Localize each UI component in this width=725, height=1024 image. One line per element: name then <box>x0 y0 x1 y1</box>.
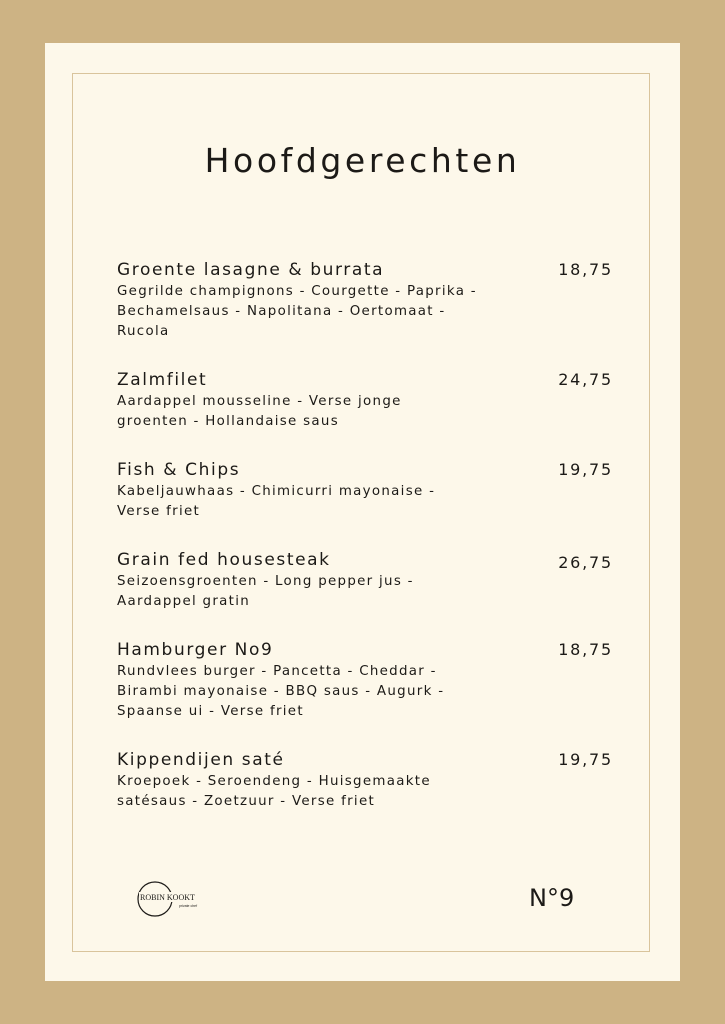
menu-item <box>117 748 617 812</box>
menu-item-name: Kippendijen saté <box>117 750 285 770</box>
menu-item-price: 18,75 <box>558 260 613 279</box>
menu-item <box>117 548 617 612</box>
logo-text: ROBIN KOOKT <box>140 893 195 902</box>
menu-item-description: Gegrilde champignons - Courgette - Paprika - Bechamelsaus - Napolitana - Oertomaat - Rucola <box>117 284 477 339</box>
menu-item-name: Fish & Chips <box>117 460 241 480</box>
menu-item-description: Kroepoek - Seroendeng - Huisgemaakte satésaus - Zoetzuur - Verse friet <box>117 774 431 809</box>
menu-item-price: 19,75 <box>558 460 613 479</box>
robin-kookt-logo <box>135 879 207 919</box>
page-title: Hoofdgerechten <box>204 141 521 180</box>
menu-item-name: Hamburger No9 <box>117 640 274 660</box>
menu-item-description: Kabeljauwhaas - Chimicurri mayonaise - Verse friet <box>117 484 436 519</box>
menu-item-description: Seizoensgroenten - Long pepper jus - Aardappel gratin <box>117 574 414 609</box>
menu-item <box>117 458 617 522</box>
menu-item-description: Aardappel mousseline - Verse jonge groenten - Hollandaise saus <box>117 394 402 429</box>
menu-item <box>117 258 617 342</box>
menu-sheet <box>45 43 680 981</box>
menu-item-description: Rundvlees burger - Pancetta - Cheddar - Birambi mayonaise - BBQ saus - Augurk - Spaanse ui - Verse friet <box>117 664 445 719</box>
menu-item-price: 26,75 <box>558 553 613 572</box>
menu-item-price: 24,75 <box>558 370 613 389</box>
logo-subtext: private chef <box>179 904 198 908</box>
brand-mark-no9: N°9 <box>529 884 575 912</box>
menu-list <box>117 258 617 812</box>
menu-item-name: Groente lasagne & burrata <box>117 260 385 280</box>
menu-item-price: 18,75 <box>558 640 613 659</box>
menu-item <box>117 368 617 432</box>
menu-item <box>117 638 617 722</box>
menu-item-name: Grain fed housesteak <box>117 550 331 570</box>
menu-item-price: 19,75 <box>558 750 613 769</box>
menu-item-name: Zalmfilet <box>117 370 208 390</box>
